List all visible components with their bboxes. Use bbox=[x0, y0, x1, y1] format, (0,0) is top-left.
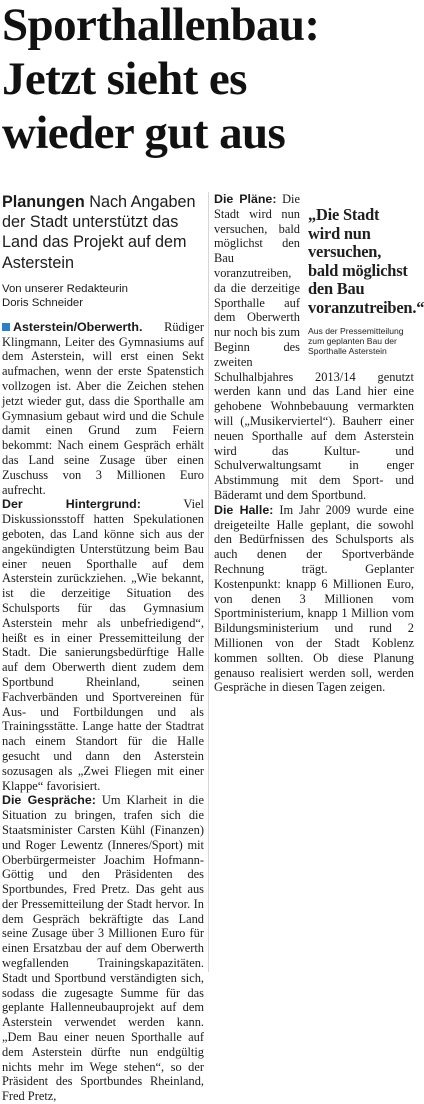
column-divider bbox=[208, 192, 209, 972]
paragraph-plans-label: Die Pläne: bbox=[214, 192, 277, 206]
paragraph-intro bbox=[2, 320, 204, 498]
paragraph-background-text: Viel Diskussionsstoff hatten Spekulationen geboten, das Land könne sich aus der angekündigten Unterstützung beim Bau einer neuen Sporthalle auf dem Asterstein zurückziehen. „Wie bekannt, ist die derzeitige Situation des Schulsports für das Gymnasium Asterstein mehr als unbefriedigend“, heißt es in einer Pressemitteilung der Stadt. Die sanierungsbedürftige Halle auf dem Oberwerth dient zudem dem Sportbund Rheinland, seinen Fachverbänden und Sportvereinen für Aus- und Fortbildungen und als Trainingsstätte. Lange hatte der Stadtrat nach einem Standort für die Halle gesucht und dann den Asterstein sozusagen als „Zwei Fliegen mit einer Klappe“ favorisiert. bbox=[2, 497, 204, 793]
headline-line-2: Jetzt sieht es bbox=[2, 53, 247, 105]
dateline: Asterstein/Oberwerth. bbox=[13, 319, 143, 334]
pull-quote bbox=[308, 205, 424, 357]
paragraph-talks bbox=[2, 793, 204, 1104]
article-column-right bbox=[214, 192, 424, 695]
paragraph-hall-label: Die Halle: bbox=[214, 502, 274, 517]
pull-quote-source: Aus der Pressemitteilung zum geplanten Bau der Sporthalle Asterstein bbox=[308, 325, 404, 357]
kicker-square-icon bbox=[2, 323, 10, 331]
headline-line-3: wieder gut aus bbox=[2, 107, 286, 159]
headline bbox=[2, 0, 414, 160]
teaser bbox=[2, 192, 204, 273]
teaser-text: Nach Angaben der Stadt unterstützt das Land das Projekt auf dem Asterstein bbox=[2, 193, 196, 272]
headline-line-1: Sporthallenbau: bbox=[2, 0, 320, 51]
byline-author: Doris Schneider bbox=[2, 296, 84, 309]
paragraph-plans-text: Die Stadt wird nun versuchen, bald möglichst den Bau voranzutreiben, da die derzeitige Sporthalle auf dem Oberwerth nur noch bis zum Beginn des zweiten Schulhalbjahres 2013/14 genutzt werden kann und das Land hier eine gehobene Wohnbebauung vermarkten will („Musikerviertel“). Bauherr einer neuen Sporthalle auf dem Asterstein wird das Kultur- und Schulverwaltungsamt in enger Abstimmung mit dem Sport- und Bäderamt und dem Sportbund. bbox=[214, 192, 414, 502]
paragraph-background-label: Der Hintergrund: bbox=[2, 497, 141, 512]
pull-quote-text: „Die Stadt wird nun versuchen, bald möglichst den Bau voranzutreiben.“ bbox=[308, 205, 424, 317]
byline bbox=[2, 282, 204, 310]
paragraph-intro-text: Rüdiger Klingmann, Leiter des Gymnasiums auf dem Asterstein, will erst einen Sekt aufmachen, wenn der erste Spatenstich vollzogen ist. Aber die Zeichen stehen jetzt wieder gut, dass die Sporthalle am Gymnasium gebaut wird und die Schule damit einen Grund zum Feiern bekommt: Nach einem Gespräch erhält das Land seine Zusage über einen Zuschuss von 3 Millionen Euro aufrecht. bbox=[2, 319, 204, 497]
paragraph-hall-text: Im Jahr 2009 wurde eine dreigeteilte Halle geplant, die sowohl den Bedürfnissen des Schulsports als auch denen der Sportverbände Rechnung trägt. Geplanter Kostenpunkt: knapp 6 Millionen Euro, von denen 3 Millionen vom Sportministerium, knapp 1 Million vom Bildungsministerium und rund 2 Millionen von der Stadt Koblenz kommen sollten. Ob diese Planung genauso realisiert werden soll, werden Gespräche in diesen Tagen zeigen. bbox=[214, 502, 414, 695]
paragraph-talks-label: Die Gespräche: bbox=[2, 793, 96, 808]
paragraph-background bbox=[2, 497, 204, 793]
paragraph-talks-text: Um Klarheit in die Situation zu bringen, trafen sich die Staatsminister Carsten Kühl (Finanzen) und Roger Lewentz (Inneres/Sport) mit Oberbürgermeister Joachim Hofmann-Göttig und den Präsidenten des Sportbundes, Fred Pretz. Das geht aus der Pressemitteilung der Stadt hervor. In dem Gespräch bekräftigte das Land seine Zusage über 3 Millionen Euro für einen Ersatzbau der auf dem Oberwerth wegfallenden Trainingskapazitäten. Stadt und Sportbund verständigten sich, sodass die zugesagte Summe für das geplante Hallenneubauprojekt auf dem Asterstein verwendet werden kann. „Dem Bau einer neuen Sporthalle auf dem Asterstein dürfte nun endgültig nichts mehr im Wege stehen“, so der Präsident des Sportbundes Rheinland, Fred Pretz, bbox=[2, 793, 204, 1104]
byline-line-1: Von unserer Redakteurin bbox=[2, 282, 129, 295]
paragraph-hall bbox=[214, 503, 414, 695]
teaser-label: Planungen bbox=[2, 193, 85, 211]
article-column-left bbox=[2, 192, 204, 1104]
